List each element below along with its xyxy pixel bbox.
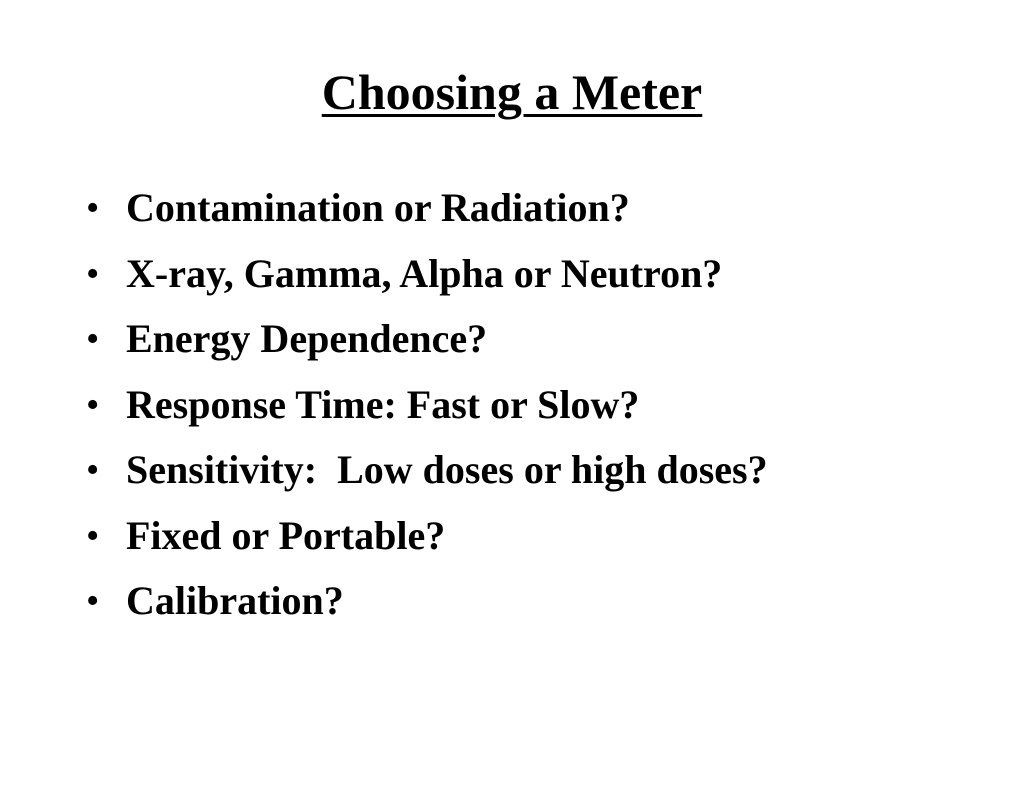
bullet-item — [86, 179, 986, 245]
bullet-item — [86, 507, 986, 573]
bullet-item — [86, 310, 986, 376]
bullet-text: Calibration? — [126, 578, 344, 623]
bullet-item — [86, 376, 986, 442]
bullet-text: X-ray, Gamma, Alpha or Neutron? — [126, 250, 723, 296]
bullet-item — [86, 572, 986, 638]
bullet-text: Fixed or Portable? — [126, 512, 446, 558]
slide-title — [0, 62, 1024, 122]
bullet-text: Energy Dependence? — [126, 316, 488, 361]
bullet-item — [86, 441, 986, 507]
bullet-text: Response Time: Fast or Slow? — [126, 381, 640, 427]
bullet-dot-icon: • — [86, 187, 100, 229]
bullet-dot-icon: • — [86, 383, 100, 426]
bullet-item — [86, 245, 986, 311]
slide-title-text: Choosing a Meter — [321, 64, 703, 120]
bullet-text: Sensitivity: Low doses or high doses? — [126, 447, 768, 492]
bullet-dot-icon: • — [86, 252, 100, 295]
bullet-dot-icon: • — [86, 514, 100, 557]
bullet-list — [86, 179, 986, 638]
bullet-dot-icon: • — [86, 318, 100, 360]
bullet-dot-icon: • — [86, 449, 100, 491]
bullet-text: Contamination or Radiation? — [126, 185, 630, 230]
bullet-dot-icon: • — [86, 580, 100, 622]
